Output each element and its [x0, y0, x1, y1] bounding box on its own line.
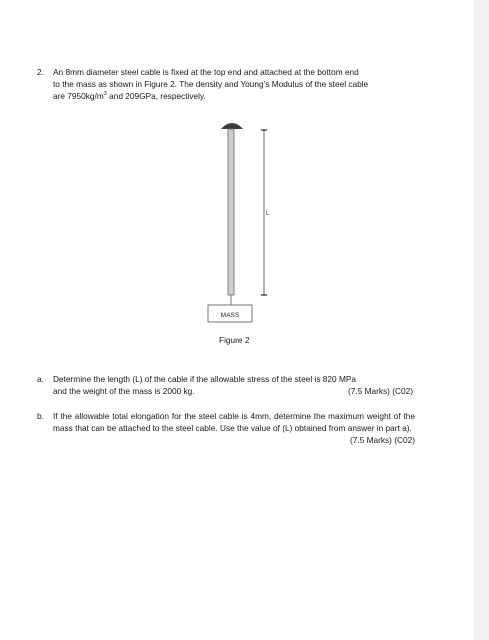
part-b-paragraph: If the allowable total elongation for the steel cable is 4mm, determine the maximum weight of the mass that can be attached to the steel cable. Use the value of (L) obtained from answer in part a). — [53, 411, 415, 433]
question-line-3 — [53, 90, 423, 102]
page-margin-strip — [474, 0, 489, 640]
density-text: are 7950kg/m — [53, 91, 104, 101]
part-a-label: a. — [37, 374, 44, 384]
part-b-marks: (7.5 Marks) (C02) — [349, 435, 415, 445]
part-a-text — [53, 373, 413, 397]
question-line-1: An 8mm diameter steel cable is fixed at the top end and attached at the bottom end — [53, 67, 359, 77]
part-b-label: b. — [37, 411, 44, 421]
part-a-line-2: and the weight of the mass is 2000 kg. — [53, 386, 195, 396]
question-text — [53, 66, 423, 102]
cable-mass-diagram — [205, 118, 285, 328]
part-a-line-2-row — [53, 385, 413, 397]
question-line-2: to the mass as shown in Figure 2. The density and Young’s Modulus of the steel cable — [53, 79, 369, 89]
length-label: L — [266, 211, 270, 217]
question-number: 2. — [37, 67, 44, 77]
density-exponent: 3 — [103, 91, 107, 98]
mass-label: MASS — [220, 312, 240, 319]
part-a-marks: (7.5 Marks) (C02) — [347, 386, 413, 396]
part-a-line-1: Determine the length (L) of the cable if the allowable stress of the steel is 820 MPa — [53, 374, 356, 384]
ceiling-support — [221, 123, 243, 129]
modulus-text: and 209GPa, respectively. — [106, 91, 206, 101]
steel-cable — [228, 129, 234, 295]
figure-caption: Figure 2 — [219, 335, 250, 345]
part-b-text — [53, 410, 415, 445]
